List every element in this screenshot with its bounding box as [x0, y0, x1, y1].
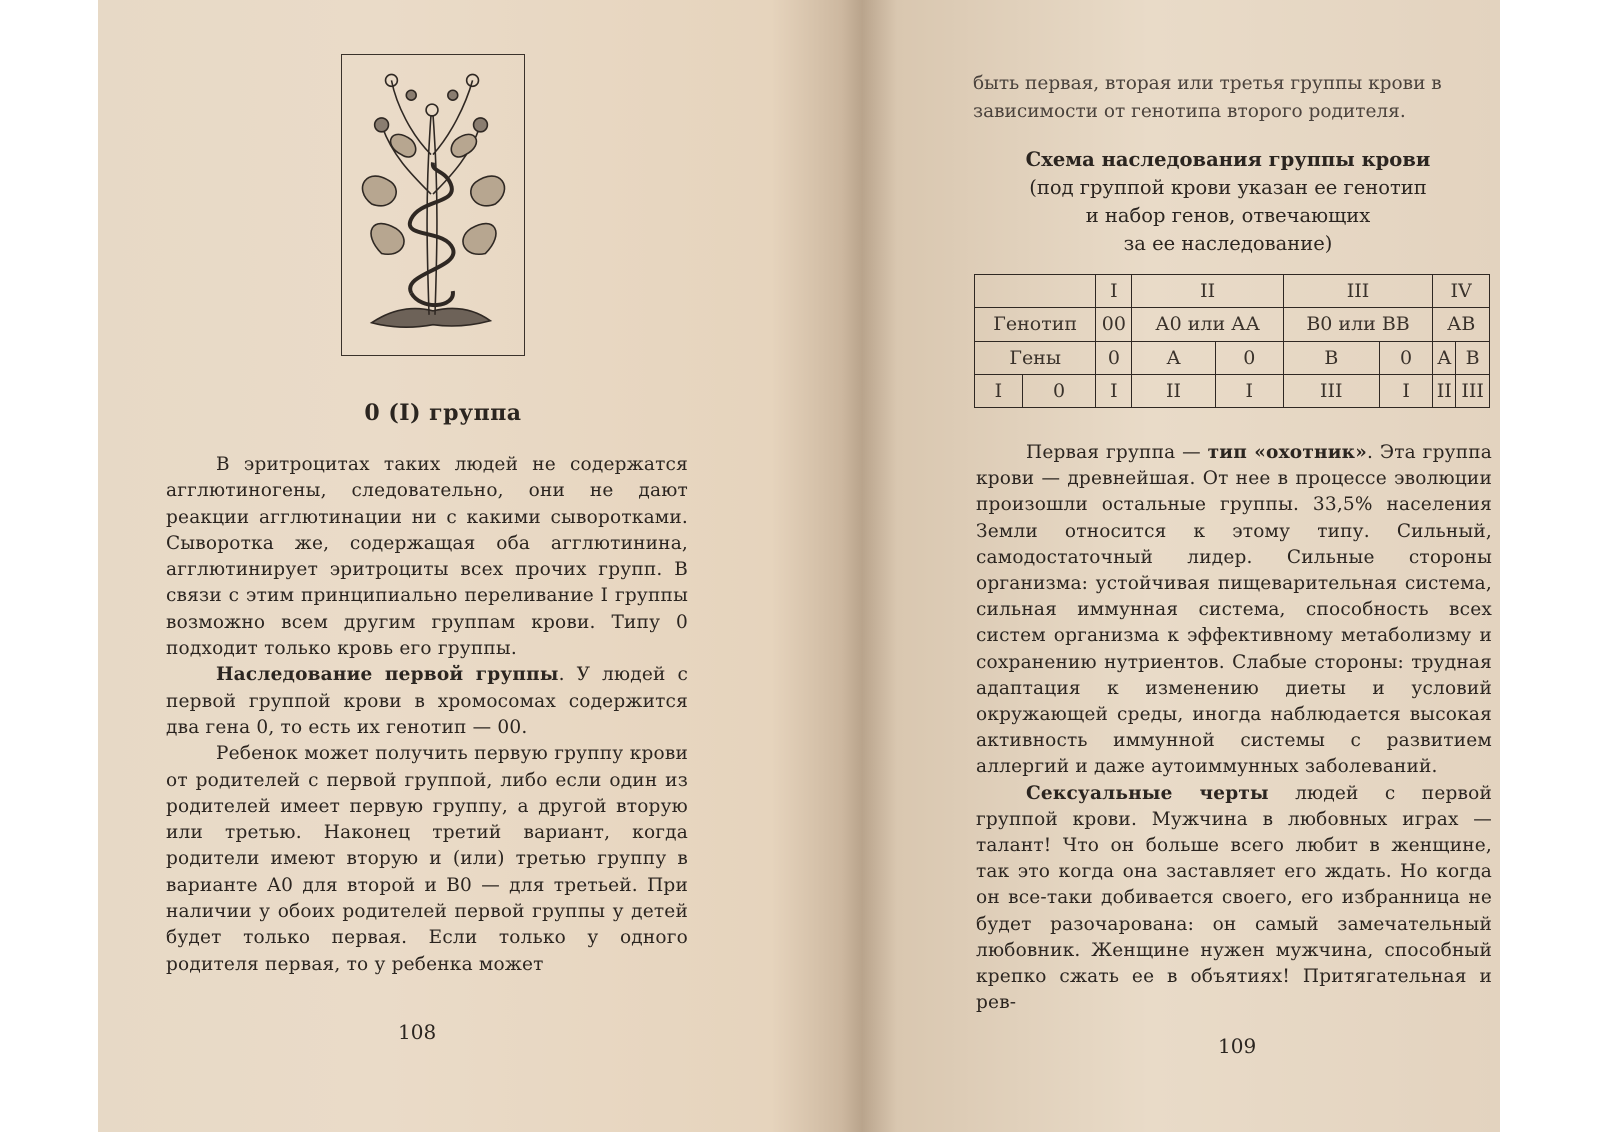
- table-cell: [975, 275, 1096, 308]
- blood-group-table: [974, 274, 1490, 408]
- section-title: 0 (I) группа: [364, 400, 522, 426]
- right-body-text: [976, 440, 1492, 1016]
- table-cell: 00: [1096, 308, 1132, 341]
- table-cell: I: [1096, 374, 1132, 407]
- paragraph: В эритроцитах таких людей не содержатся агглютиногены, следовательно, они не дают реакции агглютинации ни с какими сыворотками. Сыворотка же, содержащая оба агглютинина, агглютинирует эритроциты всех прочих групп. В связи с этим принципиально переливание I группы возможно всем другим группам крови. Типу 0 подходит только кровь его группы.: [166, 454, 688, 660]
- table-cell: 0: [1215, 341, 1283, 374]
- table-cell: III: [1456, 374, 1490, 407]
- paragraph: быть первая, вторая или третья группы крови в зависимости от генотипа второго родителя.: [973, 73, 1442, 122]
- paragraph-text: людей с первой группой крови. Мужчина в любовных играх — талант! Что он больше всего любит в женщине, так это когда она заставляет его ждать. Но когда он все-таки добивается своего, его избранница не будет разочарована: он самый замечательный любовник. Женщине нужен мужчина, способный крепко сжать ее в объятиях! Притягательная и рев-: [976, 782, 1492, 1014]
- paragraph: [976, 781, 1492, 1017]
- table-cell: А: [1132, 341, 1215, 374]
- table-cell: II: [1433, 374, 1456, 407]
- paragraph: Ребенок может получить первую группу крови от родителей с первой группой, либо если один из родителей имеет первую группу, а другой вторую или третью. Наконец третий вариант, когда родители имеют вторую и (или) третью группу в варианте А0 для второй и В0 — для третьей. При наличии у обоих родителей первой группы у детей будет только первая. Если только у одного родителя первая, то у ребенка может: [166, 743, 688, 975]
- paragraph: [166, 662, 688, 741]
- schema-subtitle: и набор генов, отвечающих: [1085, 204, 1371, 227]
- table-cell: А: [1433, 341, 1456, 374]
- paragraph: [976, 440, 1492, 781]
- schema-subtitle: за ее наследование): [1123, 232, 1333, 255]
- paragraph-text: . Эта группа крови — древнейшая. От нее в процессе эволюции произошли остальные группы. 33,5% населения Земли относится к этому типу. Сильный, самодостаточный лидер. Сильные стороны организма: устойчивая пищеварительная система, сильная иммунная система, способность всех систем организма к эффективному метаболизму и сохранению нутриентов. Слабые стороны: трудная адаптация к изменению диеты и условий окружающей среды, иногда наблюдается высокая активность иммунной системы с развитием аллергий и даже аутоиммунных заболеваний.: [976, 442, 1492, 778]
- paragraph-heading: тип «охотник»: [1207, 442, 1367, 463]
- table-cell: I: [1379, 374, 1432, 407]
- paragraph-heading: Сексуальные черты: [1026, 782, 1269, 804]
- table-row: [975, 275, 1490, 308]
- table-cell: 0: [1379, 341, 1432, 374]
- schema-title: Схема наследования группы крови: [1025, 148, 1431, 171]
- schema-heading: [958, 146, 1498, 258]
- table-cell: IV: [1433, 275, 1490, 308]
- plant-with-snake-illustration: [341, 54, 525, 356]
- paragraph-lead: Первая группа —: [1026, 442, 1208, 463]
- schema-subtitle: (под группой крови указан ее генотип: [1029, 176, 1427, 199]
- table-cell: I: [975, 374, 1023, 407]
- table-cell: В: [1283, 341, 1379, 374]
- left-page: [98, 0, 788, 1132]
- table-cell: В: [1456, 341, 1490, 374]
- table-row: [975, 374, 1490, 407]
- book-spread: [98, 0, 1500, 1132]
- right-page: [798, 0, 1500, 1132]
- continuation-text: [973, 70, 1493, 126]
- paragraph-text: . У людей с первой группой крови в хромосомах содержится два гена 0, то есть их генотип — 00.: [166, 664, 688, 738]
- table-cell: I: [1096, 275, 1132, 308]
- table-cell: Гены: [975, 341, 1096, 374]
- table-cell: I: [1215, 374, 1283, 407]
- left-body-text: [166, 452, 688, 978]
- table-cell: А0 или АА: [1132, 308, 1283, 341]
- table-cell: Генотип: [975, 308, 1096, 341]
- page-number: 108: [398, 1020, 437, 1044]
- table-cell: II: [1132, 275, 1283, 308]
- table-row: [975, 308, 1490, 341]
- page-number: 109: [1218, 1034, 1257, 1058]
- table-cell: III: [1283, 374, 1379, 407]
- table-cell: В0 или ВВ: [1283, 308, 1433, 341]
- table-row: [975, 341, 1490, 374]
- table-cell: III: [1283, 275, 1433, 308]
- table-cell: II: [1132, 374, 1215, 407]
- table-cell: АВ: [1433, 308, 1490, 341]
- table-cell: 0: [1096, 341, 1132, 374]
- table-cell: 0: [1022, 374, 1096, 407]
- paragraph-heading: Наследование первой группы: [216, 664, 559, 686]
